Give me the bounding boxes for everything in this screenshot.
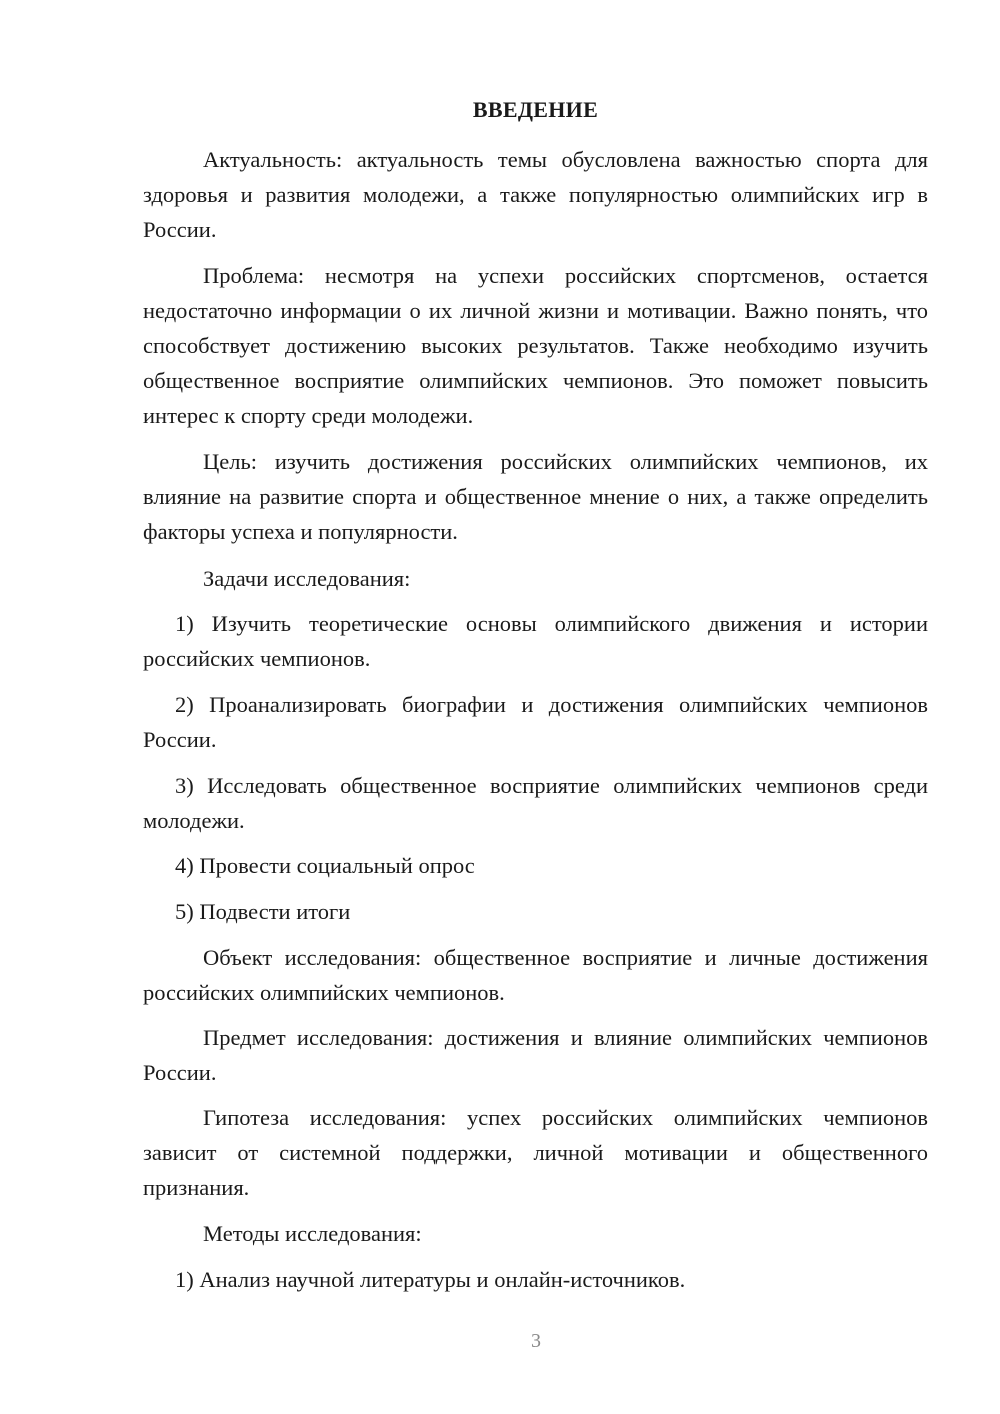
task-item-4: 4) Провести социальный опрос — [175, 853, 475, 878]
paragraph-hypothesis: Гипотеза исследования: успех российских олимпийских чемпионов зависит от системной поддержки, личной мотивации и общественного признания. — [143, 1105, 928, 1200]
paragraph-tasks-heading: Задачи исследования: — [203, 566, 411, 591]
section-title: ВВЕДЕНИЕ — [472, 97, 599, 122]
paragraph-goal: Цель: изучить достижения российских олимпийских чемпионов, их влияние на развитие спорта и общественное мнение о них, а также определить факторы успеха и популярности. — [143, 449, 928, 544]
task-item-5: 5) Подвести итоги — [175, 899, 351, 924]
task-item-1: 1) Изучить теоретические основы олимпийского движения и истории российских чемпионов. — [143, 611, 928, 671]
task-item-2: 2) Проанализировать биографии и достижения олимпийских чемпионов России. — [143, 692, 928, 752]
method-item-1: 1) Анализ научной литературы и онлайн-источников. — [175, 1267, 686, 1292]
task-item-3: 3) Исследовать общественное восприятие олимпийских чемпионов среди молодежи. — [143, 773, 928, 833]
paragraph-problem: Проблема: несмотря на успехи российских спортсменов, остается недостаточно информации о их личной жизни и мотивации. Важно понять, что способствует достижению высоких результатов. Также необходимо изучить общественное восприятие олимпийских чемпионов. Это поможет повысить интерес к спорту среди молодежи. — [143, 263, 928, 428]
paragraph-methods-heading: Методы исследования: — [203, 1221, 422, 1246]
paragraph-relevance: Актуальность: актуальность темы обусловлена важностью спорта для здоровья и развития молодежи, а также популярностью олимпийских игр в России. — [143, 147, 928, 242]
paragraph-subject: Предмет исследования: достижения и влияние олимпийских чемпионов России. — [143, 1025, 928, 1085]
paragraph-object: Объект исследования: общественное восприятие и личные достижения российских олимпийских чемпионов. — [143, 945, 928, 1005]
page-number: 3 — [531, 1330, 541, 1352]
